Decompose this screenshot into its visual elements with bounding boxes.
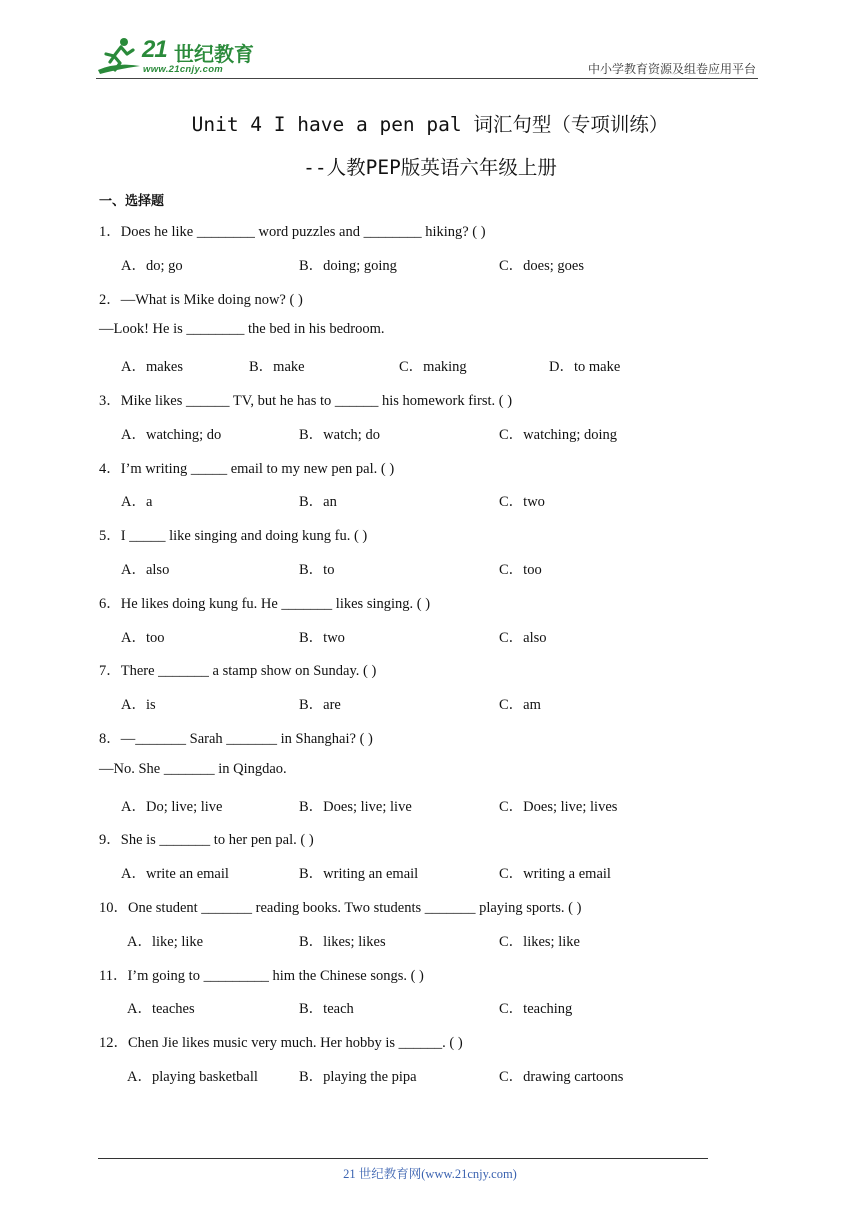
answer-option[interactable]: C．Does; live; lives — [499, 798, 618, 815]
answer-option[interactable]: C．likes; like — [499, 933, 580, 950]
answer-option[interactable]: B．likes; likes — [299, 933, 386, 950]
question-stem: 4．I’m writing _____ email to my new pen pal. ( ) — [99, 460, 395, 477]
answer-option[interactable]: A．do; go — [121, 257, 183, 274]
answer-option[interactable]: B．playing the pipa — [299, 1069, 417, 1085]
answer-option[interactable]: D．to make — [549, 359, 621, 376]
answer-option[interactable]: B．teach — [299, 1001, 354, 1018]
answer-option[interactable]: A．playing basketball — [127, 1069, 258, 1085]
question-stem: 6．He likes doing kung fu. He _______ likes singing. ( ) — [99, 595, 431, 612]
answer-option[interactable]: B．are — [299, 697, 341, 714]
question-stem: 12．Chen Jie likes music very much. Her hobby is ______. ( ) — [99, 1035, 463, 1052]
answer-option[interactable]: B．an — [299, 494, 337, 511]
question-stem: 9．She is _______ to her pen pal. ( ) — [99, 832, 314, 849]
question-dialogue-line: —Look! He is ________ the bed in his bedroom. — [99, 321, 385, 338]
answer-option[interactable]: C．too — [499, 562, 542, 578]
question-stem: 10．One student _______ reading books. Two students _______ playing sports. ( ) — [99, 900, 582, 916]
question-stem: 8．—_______ Sarah _______ in Shanghai? ( ) — [99, 731, 373, 747]
answer-option[interactable]: C．teaching — [499, 1001, 573, 1018]
question-stem: 2．—What is Mike doing now? ( ) — [99, 291, 303, 308]
document-subtitle: --人教PEP版英语六年级上册 — [303, 156, 557, 179]
question-stem: 3．Mike likes ______ TV, but he has to ______ his homework first. ( ) — [99, 393, 513, 409]
answer-option[interactable]: C．am — [499, 697, 541, 714]
section-heading: 一、选择题 — [99, 194, 165, 209]
answer-option[interactable]: A．watching; do — [121, 426, 222, 443]
question-stem: 5．I _____ like singing and doing kung fu. ( ) — [99, 528, 368, 545]
question-stem: 11．I’m going to _________ him the Chinese songs. ( ) — [99, 967, 424, 984]
answer-option[interactable]: B．to — [299, 562, 335, 578]
answer-option[interactable]: B．watch; do — [299, 426, 380, 443]
footer-text: 21 世纪教育网(www.21cnjy.com) — [343, 1167, 517, 1181]
logo-chinese-name: 世纪教育 — [174, 42, 254, 66]
answer-option[interactable]: C．writing a email — [499, 866, 611, 883]
answer-option[interactable]: B．make — [249, 359, 305, 376]
answer-option[interactable]: C．two — [499, 494, 545, 511]
answer-option[interactable]: A．also — [121, 562, 170, 578]
question-stem: 7．There _______ a stamp show on Sunday. ( ) — [99, 663, 377, 680]
answer-option[interactable]: A．a — [121, 494, 153, 511]
question-dialogue-line: —No. She _______ in Qingdao. — [99, 760, 287, 777]
answer-option[interactable]: C．does; goes — [499, 257, 584, 274]
site-logo[interactable] — [96, 34, 266, 78]
answer-option[interactable]: C．drawing cartoons — [499, 1069, 624, 1085]
answer-option[interactable]: B．two — [299, 629, 345, 646]
answer-option[interactable]: B．Does; live; live — [299, 798, 412, 815]
logo-url: www.21cnjy.com — [143, 64, 224, 75]
answer-option[interactable]: B．doing; going — [299, 257, 397, 274]
answer-option[interactable]: A．too — [121, 629, 165, 646]
answer-option[interactable]: A．Do; live; live — [121, 798, 223, 815]
answer-option[interactable]: C．also — [499, 629, 547, 646]
footer-divider — [98, 1158, 708, 1159]
platform-tagline: 中小学教育资源及组卷应用平台 — [587, 62, 756, 76]
answer-option[interactable]: C．watching; doing — [499, 426, 618, 443]
runner-logo-icon — [96, 36, 142, 76]
answer-option[interactable]: A．makes — [121, 359, 184, 376]
document-title: Unit 4 I have a pen pal 词汇句型（专项训练） — [191, 113, 669, 136]
question-stem: 1．Does he like ________ word puzzles and ________ hiking? ( ) — [99, 224, 486, 240]
answer-option[interactable]: A．teaches — [127, 1001, 195, 1018]
answer-option[interactable]: C．making — [399, 359, 467, 376]
header-divider — [96, 78, 758, 79]
logo-number: 21 — [142, 36, 167, 63]
answer-option[interactable]: A．is — [121, 697, 156, 714]
answer-option[interactable]: A．like; like — [127, 933, 204, 950]
answer-option[interactable]: A．write an email — [121, 866, 229, 883]
page-header — [96, 34, 758, 82]
answer-option[interactable]: B．writing an email — [299, 866, 419, 883]
